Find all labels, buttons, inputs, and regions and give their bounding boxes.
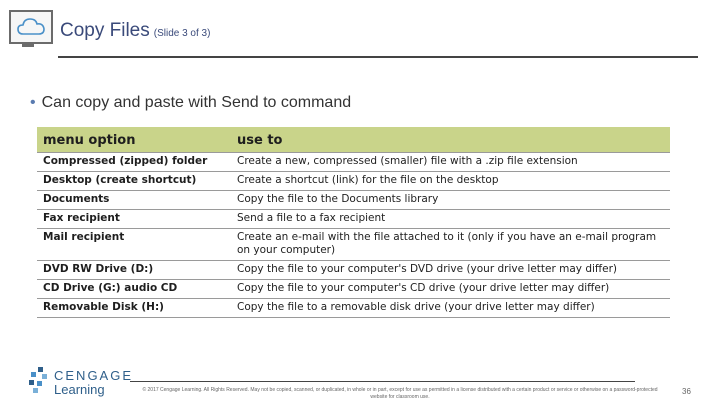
table-header-row — [37, 127, 670, 153]
cell-use: Create an e-mail with the file attached to it (only if you have an e-mail program on your computer) — [231, 229, 670, 261]
cloud-monitor-icon — [9, 10, 53, 44]
cengage-logo — [28, 366, 134, 399]
table-row — [37, 153, 670, 172]
table-row — [37, 210, 670, 229]
table-row — [37, 299, 670, 318]
cengage-dots-icon — [28, 366, 52, 394]
table-row — [37, 172, 670, 191]
slide-title-main: Copy Files — [60, 20, 150, 41]
cell-use: Copy the file to a removable disk drive (your drive letter may differ) — [231, 299, 670, 318]
cell-option: DVD RW Drive (D:) — [37, 261, 231, 280]
cell-option: Compressed (zipped) folder — [37, 153, 231, 172]
cell-option: Desktop (create shortcut) — [37, 172, 231, 191]
cell-option: Removable Disk (H:) — [37, 299, 231, 318]
cell-use: Copy the file to the Documents library — [231, 191, 670, 210]
table-row — [37, 191, 670, 210]
table-row — [37, 280, 670, 299]
cell-use: Create a new, compressed (smaller) file with a .zip file extension — [231, 153, 670, 172]
table-row — [37, 229, 670, 261]
bullet-text: Can copy and paste with Send to command — [41, 94, 352, 111]
cell-option: CD Drive (G:) audio CD — [37, 280, 231, 299]
bullet-dot: • — [30, 94, 36, 111]
cell-option: Fax recipient — [37, 210, 231, 229]
page-number: 36 — [682, 387, 691, 396]
column-header-menu-option: menu option — [37, 127, 231, 153]
send-to-table — [37, 127, 670, 318]
brand-name: CENGAGE — [54, 368, 134, 383]
title-divider — [58, 56, 698, 58]
footer-divider — [130, 381, 635, 382]
bullet-point — [30, 94, 351, 112]
table-row — [37, 261, 670, 280]
slide-title-sub: (Slide 3 of 3) — [153, 28, 211, 39]
copyright-notice: © 2017 Cengage Learning. All Rights Reserved. May not be copied, scanned, or duplicated, in whole or in part, except for use as permitted in a license distributed with a certain product or service or otherwise on a password-protected website for classroom use. — [142, 387, 658, 400]
slide-title — [60, 20, 210, 42]
cell-option: Documents — [37, 191, 231, 210]
brand-subname: Learning — [54, 382, 105, 397]
cell-use: Copy the file to your computer's DVD drive (your drive letter may differ) — [231, 261, 670, 280]
monitor-stand — [22, 44, 34, 47]
cell-use: Send a file to a fax recipient — [231, 210, 670, 229]
cell-use: Create a shortcut (link) for the file on the desktop — [231, 172, 670, 191]
cell-use: Copy the file to your computer's CD drive (your drive letter may differ) — [231, 280, 670, 299]
column-header-use-to: use to — [231, 127, 670, 153]
cell-option: Mail recipient — [37, 229, 231, 261]
